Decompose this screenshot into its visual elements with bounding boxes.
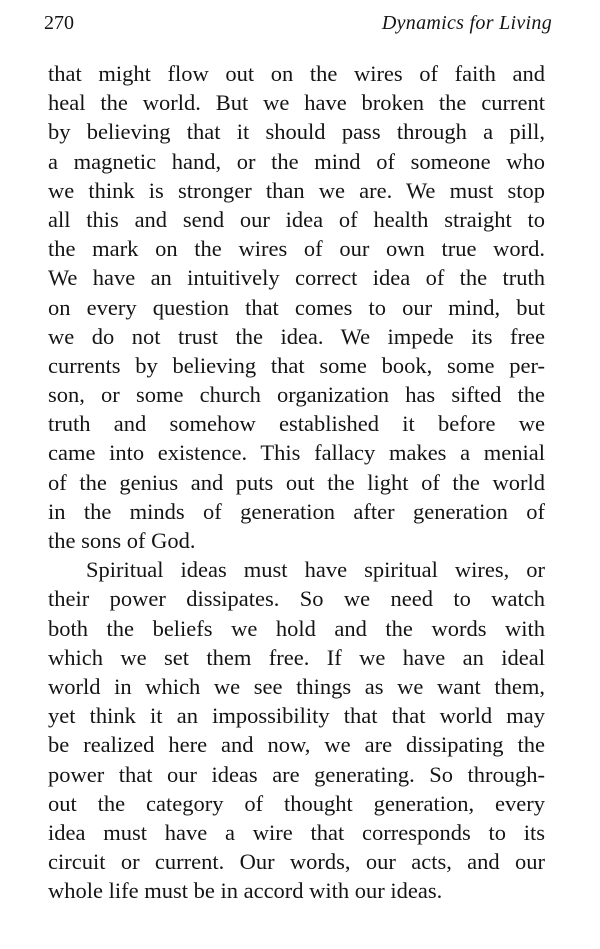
text-line: whole life must be in accord with our ideas. [48,878,443,904]
text-line: be realized here and now, we are dissipating the [48,732,545,758]
text-line: all this and send our idea of health straight to [48,206,545,232]
text-line: heal the world. But we have broken the current [48,90,545,116]
text-line: both the beliefs we hold and the words with [48,615,545,641]
text-line: truth and somehow established it before we [48,411,545,437]
text-line: circuit or current. Our words, our acts, and our [48,849,545,875]
text-line: on every question that comes to our mind, but [48,294,545,320]
text-line: idea must have a wire that corresponds to its [48,819,545,845]
text-line: which we set them free. If we have an ideal [48,644,545,670]
text-line: a magnetic hand, or the mind of someone who [48,148,545,174]
running-head [44,8,552,38]
text-line: we think is stronger than we are. We must stop [48,177,545,203]
text-line: out the category of thought generation, every [48,790,545,816]
text-line: we do not trust the idea. We impede its free [48,323,545,349]
text-line: in the minds of generation after generation of [48,498,545,524]
text-line: came into existence. This fallacy makes a menial [48,440,545,466]
text-line: by believing that it should pass through a pill, [48,119,545,145]
text-line: their power dissipates. So we need to watch [48,586,545,612]
text-line: of the genius and puts out the light of the world [48,469,545,495]
body-text [48,59,545,905]
text-line: world in which we see things as we want them, [48,673,545,699]
text-line: the mark on the wires of our own true word. [48,236,545,262]
text-line: the sons of God. [48,528,196,553]
text-line: son, or some church organization has sifted the [48,382,545,408]
paragraph [48,59,545,555]
text-line: power that our ideas are generating. So through- [48,761,545,787]
page-number: 270 [44,12,74,34]
book-title: Dynamics for Living [381,12,552,34]
paragraph [48,555,545,905]
text-line: that might flow out on the wires of faith and [48,61,545,86]
text-line: currents by believing that some book, some per- [48,352,545,378]
text-line: Spiritual ideas must have spiritual wires, or [86,557,545,583]
text-line: We have an intuitively correct idea of the truth [48,265,545,291]
text-line: yet think it an impossibility that that world may [48,703,545,729]
